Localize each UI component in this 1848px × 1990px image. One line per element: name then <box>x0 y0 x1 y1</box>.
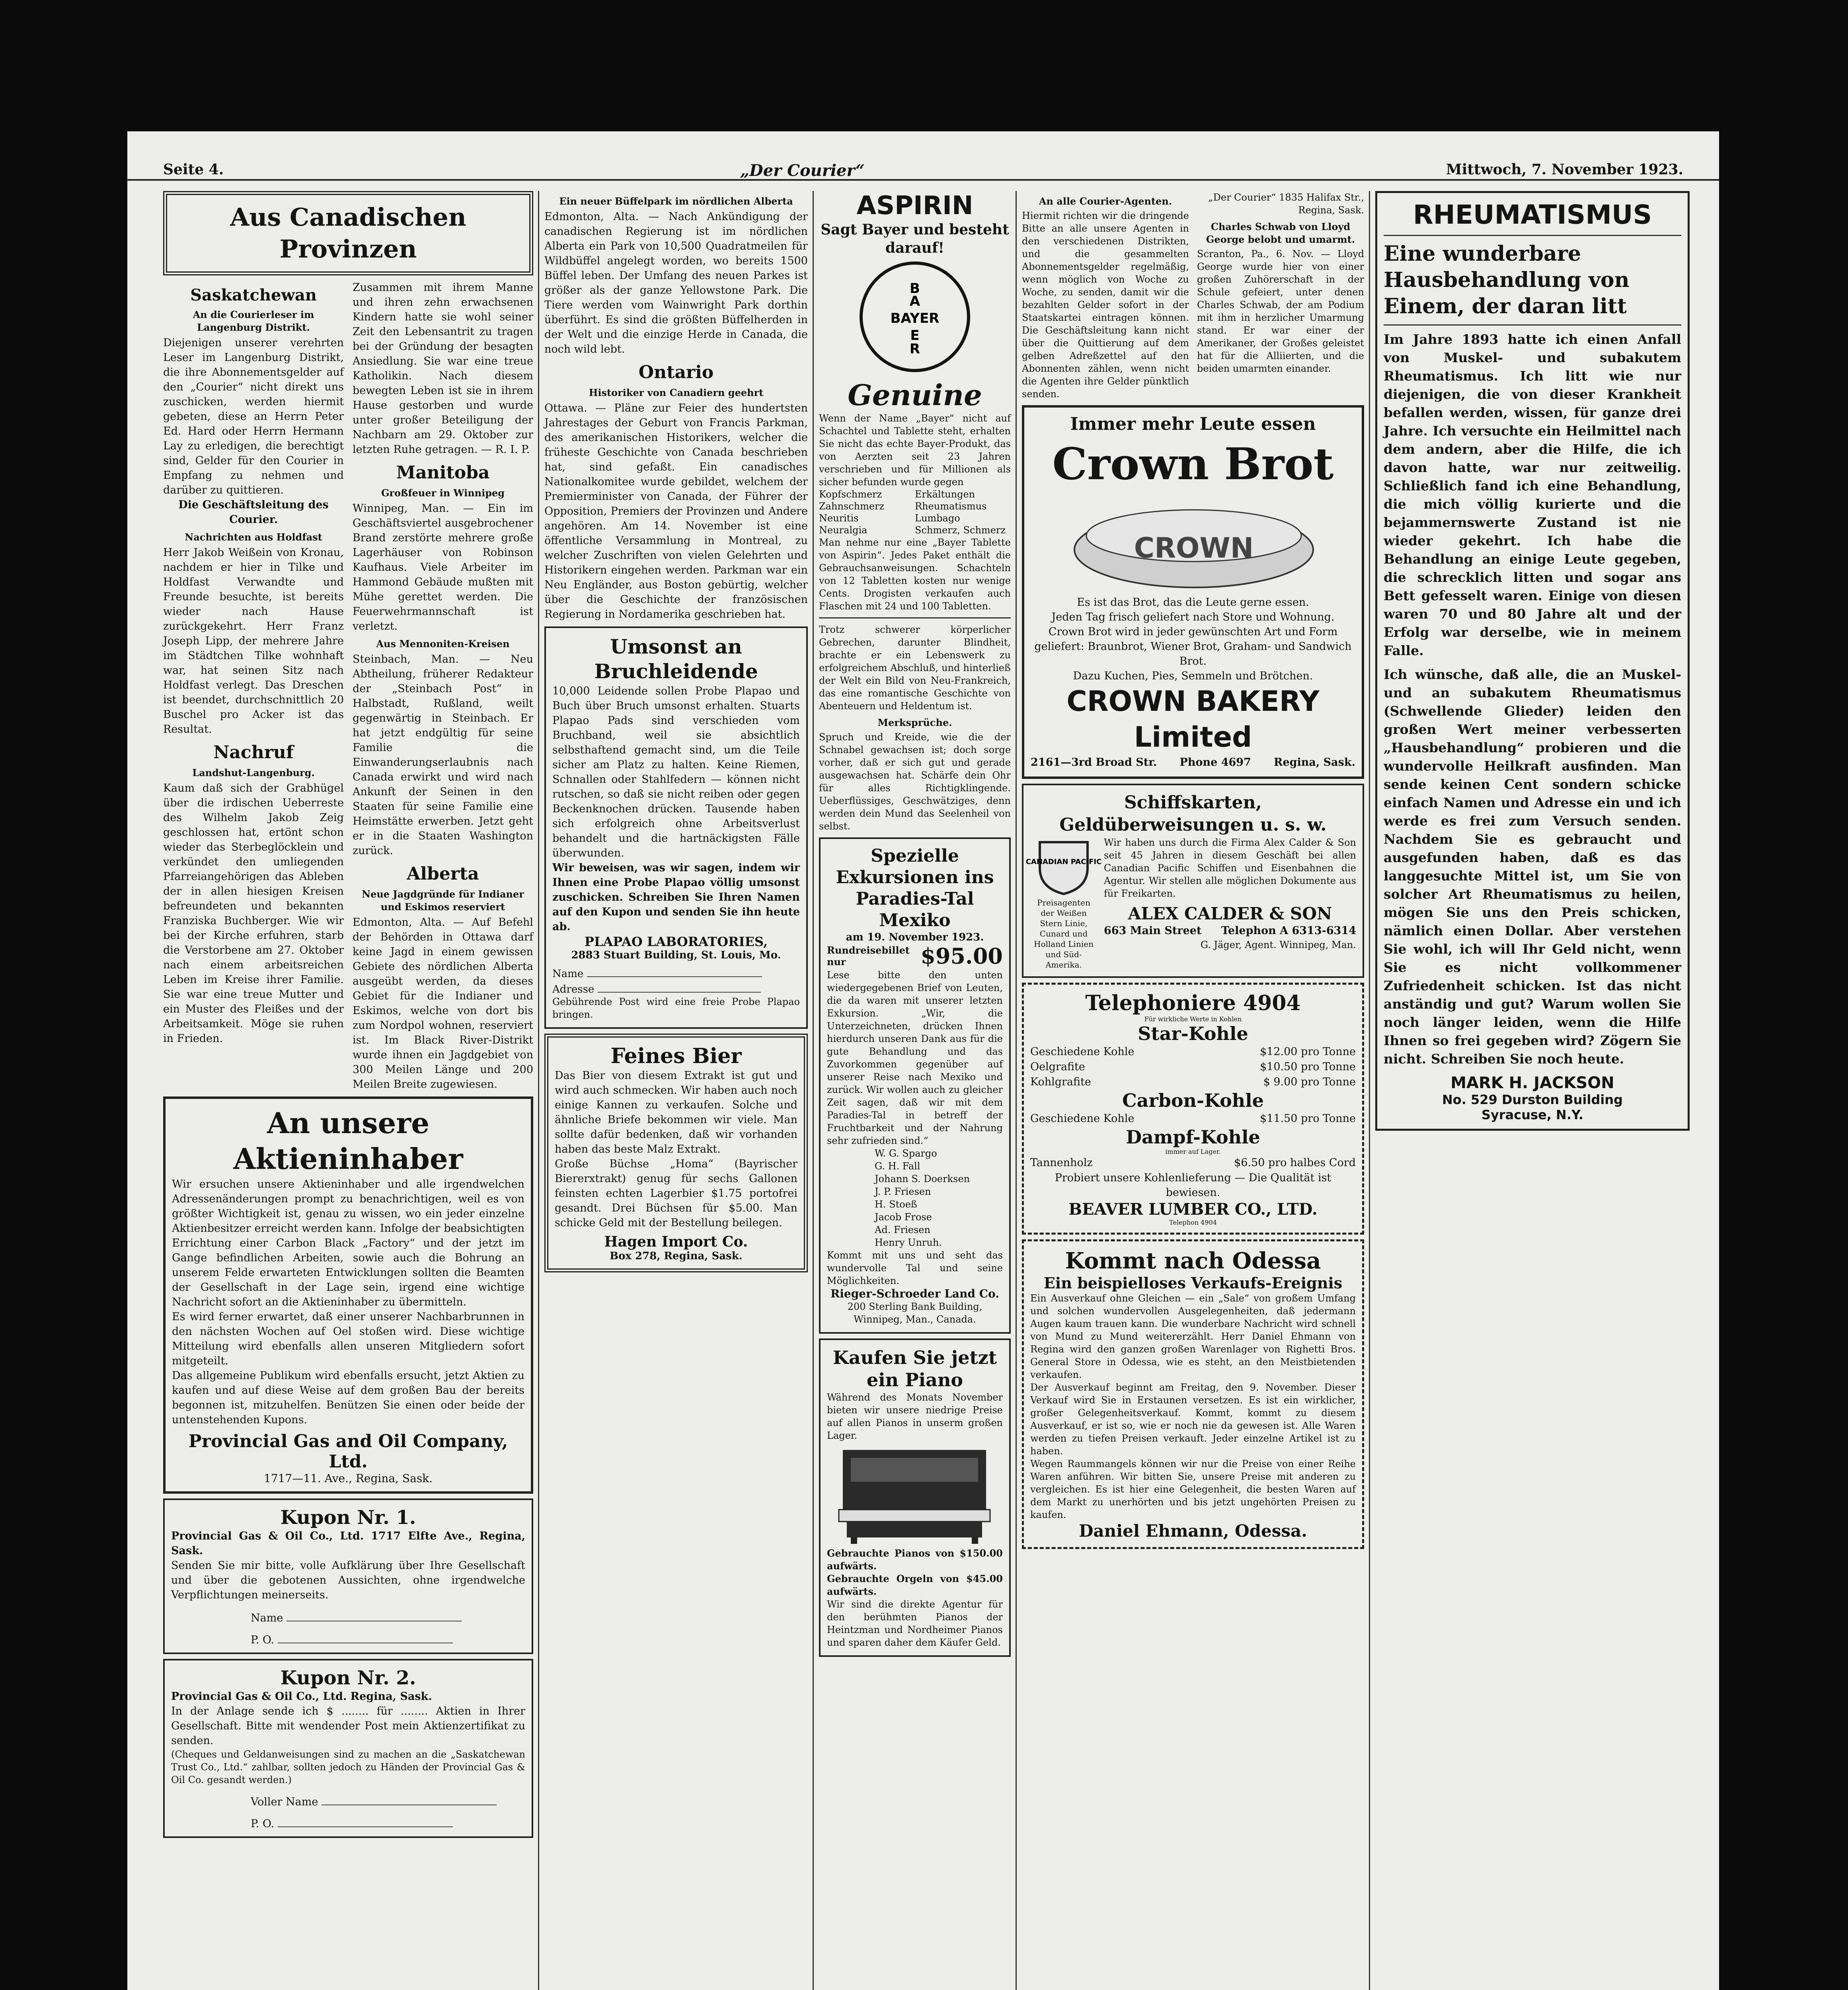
coupon-1 <box>163 1498 533 1654</box>
field-label: Name <box>552 968 584 980</box>
svg-text:B: B <box>910 281 920 297</box>
subheading: Charles Schwab von Lloyd George belobt und umarmt. <box>1206 221 1355 245</box>
ad-piano <box>819 1338 1011 1657</box>
signature: Ad. Friesen <box>875 1224 930 1235</box>
article-text: Scranton, Pa., 6. Nov. — Lloyd George wurde hier von einer großen Zuhörerschaft in der Schule gefeiert, unter denen Charles Schwab, der am Podium mit ihm in herzlicher Umarmung stand. Er war einer der Amerikaner, der Großes geleistet hat für die Alliierten, und die beiden umarmten einander. <box>1197 248 1364 374</box>
price-row <box>1030 1075 1356 1090</box>
ad-text: immer auf Lager. <box>1165 1148 1221 1155</box>
heading-manitoba: Manitoba <box>396 462 490 483</box>
use-item: Zahnschmerz <box>819 501 885 512</box>
svg-text:A: A <box>909 293 920 309</box>
column-4 <box>1022 191 1364 1990</box>
price-label: Rundreisebillet nur <box>827 944 910 968</box>
price-row <box>1030 1155 1356 1171</box>
ad-title: Crown Brot <box>1052 438 1334 490</box>
advertiser-city: Syracuse, N.Y. <box>1481 1107 1584 1122</box>
advertiser-name: MARK H. JACKSON <box>1450 1074 1614 1092</box>
field-label: P. O. <box>251 1818 274 1830</box>
item-price: $10.50 pro Tonne <box>1259 1061 1356 1073</box>
ad-title: Umsonst an Bruchleidende <box>594 635 758 683</box>
heading-ontario: Ontario <box>638 362 714 382</box>
use-item: Rheumatismus <box>915 501 987 512</box>
agents-notice <box>1022 191 1189 400</box>
company-name: CROWN BAKERY Limited <box>1066 685 1320 753</box>
article-text: Ottawa. — Pläne zur Feier des hundertsten Jahrestages der Geburt von Francis Parkman, des amerikanischen Historikers, welcher die früheste Geschichte von Canada beschrieben hat, sind gefaßt. Ein canadisches Nationalkomitee wurde gebildet, welchem der Premierminister von Canada, der Führer der Opposition, Premiers der Provinzen und Andere angehören. Am 14. November ist eine öffentliche Versammlung in Montreal, zu welcher Zuschriften von vielen Gelehrten und Historikern eingehen werden. Parkman war ein Neu Engländer, aus Boston gebürtig, welcher über die Geschichte der französischen Regierung in Nordamerika geschrieben hat. <box>544 402 808 620</box>
ad-aktieninhaber <box>163 1096 533 1494</box>
article-text: Steinbach, Man. — Neu Abtheilung, früherer Redakteur der „Steinbach Post“ in Halbstadt, Rußland, weilt gegenwärtig in Steinbach. Er hat jetzt endgültig für seine Familie die Einwanderungserlaubnis nach Canada erwirkt und wird nach Ankunft der Seinen in den Staaten für seine Familie eine Heimstätte erwerben. Jetzt geht er in die Staaten Washington zurück. <box>353 653 533 857</box>
signature: G. H. Fall <box>875 1161 920 1172</box>
genuine-script: Genuine <box>848 378 982 412</box>
ad-text: Ich wünsche, daß alle, die an Muskel- und an subakutem Rheumatismus (Schwellende Glieder) leiden den großen Wert meiner verbesserten „Hausbehandlung“ probieren und die wundervolle Heilkraft ausfinden. Man sende keinen Cent sondern schicke einfach Namen und Adresse ein und ich werde es frei zum Versuch senden. Nachdem Sie es gebraucht und ausgefunden haben, daß es das langgesuchte Mittel ist, um Sie von solcher Art Rheumatismus zu heilen, mögen Sie uns den Preis schicken, nämlich einen Dollar. Aber verstehen Sie wohl, ich will Ihr Geld nicht, wenn Sie es nicht vollkommener Zufriedenheit schicken. Ist das nicht anständig und gut? Warum wollen Sie noch länger leiden, wenn die Hilfe Ihnen so frei gegeben wird? Zögern Sie nicht. Schreiben Sie noch heute. <box>1384 667 1681 1067</box>
column-rule <box>1016 191 1017 1990</box>
divider <box>1384 324 1681 326</box>
item-label: Geschiedene Kohle <box>1030 1112 1135 1125</box>
coupon-po-row <box>171 1814 525 1830</box>
ad-text: Während des Monats November bieten wir unsere niedrige Preise auf allen Pianos in unserm großen Lager. <box>827 1392 1003 1441</box>
item-label: Tannenholz <box>1030 1157 1093 1169</box>
signature: Henry Unruh. <box>875 1237 942 1248</box>
company-address: 2161—3rd Broad Str. <box>1031 756 1157 769</box>
heading-saskatchewan: Saskatchewan <box>190 286 317 304</box>
ad-title: ASPIRIN <box>856 191 973 220</box>
schiff-right <box>1104 836 1356 970</box>
ad-text: Probiert unsere Kohlenlieferung — Die Qualität ist bewiesen. <box>1055 1172 1331 1199</box>
coupon-name-field[interactable] <box>322 1793 497 1805</box>
page-header <box>127 131 1719 181</box>
price-row <box>1030 1059 1356 1075</box>
coupon-po-field[interactable] <box>278 1814 453 1827</box>
signature: H. Stoeß <box>875 1199 917 1210</box>
coal-type-heading: Carbon-Kohle <box>1122 1090 1264 1111</box>
coupon-po-row <box>171 1631 525 1646</box>
coupon-title: Kupon Nr. 2. <box>280 1667 416 1689</box>
ad-text: Der Ausverkauf beginnt am Freitag, den 9. November. Dieser Verkauf wird Sie in Erstaunen versetzen. Es ist ein wirklicher, großer Gelegenheitsverkauf. Kommt, kommt zu diesem Ausverkauf, er ist so, wie er noch nie da gewesen ist. Alle Waren werden zu tiefen Preisen verkauft. Jeder einzelne Artikel ist zu haben. <box>1030 1382 1356 1457</box>
agent-name: G. Jäger, Agent. Winnipeg, Man. <box>1200 939 1356 950</box>
subheading: Landshut-Langenburg. <box>192 767 315 778</box>
coupon-name-row <box>171 1609 525 1624</box>
subheading: An alle Courier-Agenten. <box>1039 195 1172 207</box>
coal-type-heading: Star-Kohle <box>1138 1023 1248 1044</box>
ad-text: Crown Brot wird in jeder gewünschten Art und Form geliefert: Braunbrot, Wiener Brot, Graham- und Sandwich Brot. <box>1034 626 1352 667</box>
coupon-note: Gebührende Post wird eine freie Probe Plapao bringen. <box>552 996 800 1020</box>
company-name: Hagen Import Co. <box>604 1233 748 1250</box>
ad-text: Das Bier von diesem Extrakt ist gut und wird auch schmecken. Wir haben auch noch einige Kannen zu verkaufen. Solche und ähnliche Briefe bekommen wir viele. Man sollte dafür bedenken, daß wir vorhanden haben das beste Malz Extrakt. <box>555 1069 797 1155</box>
ad-bruchleidende <box>544 626 808 1029</box>
ad-subtitle: Für wirkliche Werte in Kohlen <box>1144 1015 1242 1023</box>
ad-odessa <box>1022 1239 1364 1549</box>
ad-text: Man nehme nur eine „Bayer Tablette von Aspirin“. Jedes Paket enthält die Gebrauchsanweisungen. Schachteln von 12 Tabletten kosten nur wenige Cents. Drogisten verkaufen auch Flaschen mit 24 und 100 Tabletten. <box>819 537 1011 612</box>
company-address: Box 278, Regina, Sask. <box>610 1250 743 1262</box>
item-label: Oelgrafite <box>1030 1061 1085 1073</box>
company-address: 663 Main Street <box>1104 925 1202 937</box>
use-item: Erkältungen <box>915 489 975 500</box>
company-address: 2883 Stuart Building, St. Louis, Mo. <box>571 949 781 961</box>
ad-title: Spezielle Exkursionen ins Paradies-Tal Mexiko <box>836 846 994 931</box>
column-1b <box>353 280 533 1092</box>
column-rule <box>813 191 814 1990</box>
heading-alberta: Alberta <box>407 864 479 884</box>
subheading: Nachrichten aus Holdfast <box>185 531 322 543</box>
column-rule <box>538 191 539 1990</box>
ad-text: 10,000 Leidende sollen Probe Plapao und Buch über Bruch umsonst erhalten. Stuarts Plapao Pads sind verschieden vom Bruchband, weil sie absichtlich selbsthaftend gemacht sind, um die Teile sicher am Platz zu halten. Keine Riemen, Schnallen oder Stahlfedern — können nicht rutschen, so daß sie nicht reiben oder gegen Beckenknochen drücken. Tausende haben sich erfolgreich ohne Arbeitsverlust behandelt und die hartnäckigsten Fälle überwunden. <box>552 685 800 859</box>
article-text: Diejenigen unserer verehrten Leser im Langenburg Distrikt, die ihre Abonnementsgelder auf den „Courier“ nicht direkt uns zuschicken, werden hiermit gebeten, diese an Herrn Peter Ed. Hard oder Herrn Hermann Lay zu erledigen, die berechtigt sind, Gelder für den Courier in Empfang zu nehmen und darüber zu quittieren. <box>163 337 344 496</box>
ad-feines-bier <box>544 1034 808 1272</box>
paper-title: „Der Courier“ <box>740 161 865 180</box>
subheading: Aus Mennoniten-Kreisen <box>376 638 510 650</box>
subheading: An die Courierleser im Langenburg Distrikt. <box>193 309 314 333</box>
company-phone: Telephon A 6313-6314 <box>1221 925 1356 937</box>
column-2 <box>544 191 808 1990</box>
ad-signature: Daniel Ehmann, Odessa. <box>1079 1521 1307 1541</box>
ad-text: Wir haben uns durch die Firma Alex Calder & Son seit 45 Jahren in diesem Geschäft bei allen Canadian Pacific Schiffen und Eisenbahnen die Agentur. Wir stellen alle möglichen Dokumente aus für Freikarten. <box>1104 837 1356 899</box>
subheading: Ein neuer Büffelpark im nördlichen Alberta <box>559 195 793 207</box>
item-label: Geschiedene Kohle <box>1030 1046 1135 1058</box>
article-text: Edmonton, Alta. — Nach Ankündigung der canadischen Regierung ist im nördlichen Alberta ein Park von 10,500 Quadratmeilen für Wildbüffel angelegt worden, wo bereits 1500 Büffel leben. Der Umfang des neuen Parkes ist größer als der ganze Yellowstone Park. Die Tiere werden vom Wainwright Park dorthin überführt. Es sind die größten Büffelherden in der Welt und die einzige Herde in Canada, die noch wild lebt. <box>544 211 808 355</box>
ad-subtitle: Sagt Bayer und besteht darauf! <box>821 221 1009 256</box>
article-text: Winnipeg, Man. — Ein im Geschäftsviertel ausgebrochener Brand zerstörte mehrere große Lagerhäuser von Robinson Kaufhaus. Viele Arbeiter im Hammond Gebäude mußten mit Mühe gerettet werden. Die Feuerwehrmannschaft ist verletzt. <box>353 502 533 632</box>
ad-text: Wenn der Name „Bayer“ nicht auf Schachtel und Tablette steht, erhalten Sie nicht das echte Bayer-Produkt, das von Aerzten seit 23 Jahren verschrieben und für Millionen als sicher befunden wurde gegen <box>819 413 1011 488</box>
schiff-body <box>1025 836 1356 970</box>
use-item: Lumbago <box>915 513 960 524</box>
divider <box>1384 235 1681 236</box>
ad-text: Lese bitte den unten wiedergegebenen Brief von Leuten, die da waren mit unserer letzten Exkursion. „Wir, die Unterzeichneten, drücken Ihnen hierdurch unseren Dank aus für die gute Behandlung und das Zuvorkommen gegenüber auf unserer Reise nach Mexiko und zurück. Wir wollen auch zu gleicher Zeit sagen, daß wir mit dem Paradies-Tal in betreff der Fruchtbarkeit und der Nahrung sehr zufrieden sind.“ <box>827 970 1003 1146</box>
ad-aspirin <box>819 191 1011 613</box>
company-phone: Phone 4697 <box>1179 756 1251 769</box>
company-name: Provincial Gas and Oil Company, Ltd. <box>188 1431 508 1472</box>
company-phone: Telephon 4904 <box>1169 1219 1217 1226</box>
ad-title: Feines Bier <box>610 1044 742 1068</box>
coupon-po-field[interactable] <box>278 1631 453 1643</box>
ad-rheumatismus <box>1375 191 1690 1131</box>
column-5 <box>1375 191 1690 1990</box>
schwab-article <box>1197 191 1364 400</box>
coupon-note: (Cheques und Geldanweisungen sind zu machen an die „Saskatchewan Trust Co., Ltd.“ zahlbar, sollten jedoch zu Händen der Provincial Gas & Oil Co. gesandt werden.) <box>171 1749 525 1785</box>
article-signature: Die Geschäftsleitung des Courier. <box>178 499 329 526</box>
price: $95.00 <box>920 943 1003 969</box>
article-text: Edmonton, Alta. — Auf Befehl der Behörden in Ottawa darf keine Jagd in einem gewissen Gebiete des nördlichen Alberta ausgeübt werden, da dieses Gebiet für die Indianer und Eskimos, welche von dort bis zum Nordpol wohnen, reserviert ist. Im Black River-Distrikt wurde ihnen ein Jagdgebiet von 300 Meilen Länge und 200 Meilen Breite zugewiesen. <box>353 916 533 1091</box>
address-field[interactable] <box>598 980 761 993</box>
item-label: Kohlgrafite <box>1030 1076 1091 1088</box>
ad-title: Schiffskarten, Geldüberweisungen u. s. w. <box>1059 792 1327 835</box>
ad-title: Kommt nach Odessa <box>1065 1248 1321 1274</box>
coupon-title: Kupon Nr. 1. <box>280 1506 416 1529</box>
heading-nachruf: Nachruf <box>213 742 294 763</box>
signature: Johann S. Doerksen <box>875 1173 970 1184</box>
signatures <box>827 1147 1003 1249</box>
signature: J. P. Friesen <box>875 1186 931 1197</box>
company-name: BEAVER LUMBER CO., LTD. <box>1068 1200 1318 1219</box>
ad-title: Kaufen Sie jetzt ein Piano <box>832 1347 997 1391</box>
ad-kohle <box>1022 983 1364 1235</box>
price-row <box>1030 1044 1356 1059</box>
price-row <box>1030 1111 1356 1126</box>
company-address: 1717—11. Ave., Regina, Sask. <box>263 1472 433 1485</box>
field-label: Adresse <box>552 983 595 995</box>
use-item: Neuritis <box>819 513 859 524</box>
use-item: Kopfschmerz <box>819 489 882 500</box>
coupon-2 <box>163 1659 533 1838</box>
bread-label: CROWN <box>1134 532 1254 564</box>
coupon-name-row <box>171 1793 525 1808</box>
coupon-name-row <box>552 964 800 980</box>
bayer-wordmark: BAYER <box>890 310 940 326</box>
newspaper-page <box>127 131 1719 1990</box>
ad-schiffskarten <box>1022 784 1364 978</box>
ad-text: Gebrauchte Orgeln von $45.00 aufwärts. <box>827 1573 1003 1597</box>
item-price: $ 9.00 pro Tonne <box>1263 1076 1356 1088</box>
company-address: 200 Sterling Bank Building, Winnipeg, Man., Canada. <box>847 1301 982 1325</box>
aspirin-uses <box>819 488 1011 536</box>
article-text: Herr Jakob Weißein von Kronau, nachdem er hier in Tilke und Holdfast Verwandte und Freunde besuchte, ist bereits wieder nach Hause zurückgekehrt. Herr Franz Joseph Lipp, der mehrere Jahre im Städtchen Tilke wohnhaft war, hat seinen Sitz nach Holdfast verlegt. Das Dreschen ist beendet, durchschnittlich 20 Buschel pro Acker ist das Resultat. <box>163 546 344 736</box>
ad-text: Es wird ferner erwartet, daß einer unserer Nachbarbrunnen in den nächsten Wochen auf Oel stoßen wird. Diese wichtige Mitteilung wird ebenfalls allen unseren Mitgliedern sofort mitgeteilt. <box>172 1311 524 1367</box>
column-rule <box>1369 191 1370 1990</box>
bayer-cross-logo <box>855 257 975 377</box>
company-city: Regina, Sask. <box>1274 756 1355 769</box>
ad-text: Im Jahre 1893 hatte ich einen Anfall von Muskel- und subakutem Rheumatismus. Ich litt wie nur diejenigen, die von dieser Krankheit befallen werden, wissen, für ganze drei Jahre. Ich versuchte ein Heilmittel nach dem andern, aber die Hilfe, die ich davon hatte, war nur zeitweilig. Schließlich fand ich eine Behandlung, die mich völlig kurierte und die bejammernswerte Zustand ist nie wieder gekehrt. Ich habe die Behandlung an einige Leute gegeben, die schrecklich litten und sogar ans Bett gefesselt waren. Einige von diesen waren 70 und 80 Jahre alt und der Erfolg war derselbe, wie in meinem Falle. <box>1384 332 1681 658</box>
ad-subtitle: Ein beispielloses Verkaufs-Ereignis <box>1043 1274 1343 1292</box>
use-item: Neuralgia <box>819 525 867 536</box>
price-row <box>827 943 1003 969</box>
signature: Jacob Frose <box>875 1212 932 1223</box>
field-label: P. O. <box>251 1634 274 1646</box>
company-contact <box>1104 923 1356 938</box>
schiff-left <box>1025 836 1102 970</box>
article-text: Trotz schwerer körperlicher Gebrechen, darunter Blindheit, brachte er ein Lebenswerk zu erfolgreichem Abschluß, und hinterließ der Welt ein Bild von Neu-Frankreich, das eine romantische Geschichte von Abenteuern und Heldentum ist. <box>819 624 1011 712</box>
column-1 <box>163 191 533 1990</box>
article-text: Zusammen mit ihrem Manne und ihren zehn erwachsenen Kindern hatte sie wohl seiner Zeit den Lebensantrit zu tragen bei der Gründung der besagten Ansiedlung. Sie war eine treue Katholikin. Nach diesem bewegten Leben ist sie in ihrem Hause gestorben und wurde unter großer Beteiligung der Nachbarn am 29. Oktober zur letzten Ruhe getragen. — R. I. P. <box>353 281 533 456</box>
bread-loaf-illustration <box>1031 494 1357 593</box>
ad-text: Ein Ausverkauf ohne Gleichen — ein „Sale“ von großem Umfang und solchen wundervollen Ausgelegenheiten, daß jedermann Augen kaum trauen kann. Die wunderbare Nachricht wird schnell von Mund zu Mund weitererzählt. Herr Daniel Ehmann von Regina wird den ganzen großen Warenlager von Righetti Bros. General Store in Odessa, wie es steht, an den Meistbietenden verkaufen. <box>1030 1293 1356 1380</box>
ad-text: Das allgemeine Publikum wird ebenfalls ersucht, jetzt Aktien zu kaufen und auf diese Weise auf dem großen Bau der bereits begonnen ist, mitzuhelfen. Benützen Sie einen oder beide der untenstehenden Kupons. <box>172 1370 524 1426</box>
agency-text: Preisagenten der Weißen Stern Linie, Cunard und Holland Linien und Süd-Amerika. <box>1034 898 1094 970</box>
ad-text: Wir ersuchen unsere Aktieninhaber und alle irgendwelchen Adressenänderungen prompt zu benachrichtigen, weil es von größter Wichtigkeit ist, genau zu wissen, wo ein jeder einzelne Aktienbesitzer erreicht werden kann. Infolge der beabsichtigten Errichtung einer Carbon Black „Factory“ und der jetzt im Gange befindlichen Arbeiten, sowie auch die Bohrung an unserem Felde erwarteten Entwicklungen sollten die Beamten der Gesellschaft in der Lage sein, irgend eine wichtige Nachricht sofort an die Aktieninhaber zu übermitteln. <box>172 1178 524 1308</box>
page-number: Seite 4. <box>163 161 224 178</box>
article-text: Kaum daß sich der Grabhügel über die irdischen Ueberreste des Wilhelm Jakob Zeig geschlossen hat, ertönt schon wieder das Sterbeglöcklein und verkündet den umliegenden Pfarreiangehörigen das Ableben der in allen hiesigen Kreisen befreundeten und bekannten Franziska Buchberger. Wie wir bei der Kirche erfuhren, starb die Verstorbene am 27. Oktober nach einem arbeitsreichen Leben im Kreise ihrer Familie. Sie war eine treue Mutter und ein Muster des Fleißes und der Arbeitsamkeit. Möge sie ruhen in Frieden. <box>163 782 344 1045</box>
column-4-top <box>1022 191 1364 400</box>
ad-crown-brot <box>1022 405 1364 779</box>
company-name: PLAPAO LABORATORIES, <box>584 934 768 949</box>
coal-type-heading: Dampf-Kohle <box>1126 1126 1260 1148</box>
piano-illustration <box>827 1442 1002 1545</box>
divider <box>819 617 1011 618</box>
svg-text:R: R <box>909 341 920 357</box>
ad-text: Jeden Tag frisch geliefert nach Store und Wohnung. <box>1051 611 1335 623</box>
ad-kicker: Immer mehr Leute essen <box>1070 414 1316 434</box>
ad-text: Wir beweisen, was wir sagen, indem wir Ihnen eine Probe Plapao völlig umsonst zuschicken. Schreiben Sie Ihren Namen auf den Kupon und senden Sie ihn heute ab. <box>552 862 800 933</box>
subheading: Großfeuer in Winnipeg <box>381 487 505 499</box>
subheading: Merksprüche. <box>877 717 952 728</box>
column-3 <box>819 191 1011 1990</box>
signature: W. G. Spargo <box>875 1148 937 1159</box>
company-contact <box>1031 755 1355 770</box>
coupon-text: Senden Sie mir bitte, volle Aufklärung über Ihre Gesellschaft und über die gebotenen Aussichten, ohne irgendwelche Verpflichtungen meinerseits. <box>171 1559 525 1601</box>
coupon-name-field[interactable] <box>287 1609 462 1621</box>
article-text: Hiermit richten wir die dringende Bitte an alle unsere Agenten in den verschiedenen Distrikten, und die gesammelten Abonnementsgelder regelmäßig, wenn möglich von Woche zu Woche, zu senden, damit wir die bezahlten Gelder sofort in der Staatskartei eintragen können. Die Geschäftsleitung kann nicht über die Quittierung auf dem gelben Adreßzettel auf den Abonnenten zählen, wenn nicht die Agenten ihre Gelder pünktlich senden. <box>1022 210 1189 400</box>
advertiser-address: No. 529 Durston Building <box>1442 1092 1623 1107</box>
coupon-text: In der Anlage sende ich $ ........ für ........ Aktien in Ihrer Gesellschaft. Bitte mit wendender Post mein Aktienzertifikat zu senden. <box>171 1705 525 1747</box>
ad-text: Wegen Raummangels können wir nur die Preise von einer Reihe Waren anführen. Wir bitten Sie, unsere Preise mit anderen zu vergleichen. Es ist hier eine Gelegenheit, die besten Waren auf dem Markt zu unerhörten und bis jetzt ungehörten Preisen zu kaufen. <box>1030 1458 1356 1520</box>
company-name: ALEX CALDER & SON <box>1128 904 1332 923</box>
issue-date: Mittwoch, 7. November 1923. <box>1446 161 1683 178</box>
shield-label: CANADIAN PACIFIC <box>1025 858 1102 866</box>
ad-title: An unsere Aktieninhaber <box>233 1106 463 1176</box>
section-masthead: Aus Canadischen Provinzen <box>230 203 466 263</box>
ad-title: RHEUMATISMUS <box>1413 199 1652 230</box>
ad-text: Dazu Kuchen, Pies, Semmeln und Brötchen. <box>1073 670 1313 682</box>
article-text: Spruch und Kreide, wie die der Schnabel gewachsen ist; doch sorge vorher, daß er sich gut und gerade ausgewachsen hat. Schärfe dein Ohr für alles Richtigklingende. Ueberflüssiges, Geschwätziges, denn werden dein Mund das Seelenheil von selbst. <box>819 732 1011 832</box>
ad-text: Gebrauchte Pianos von $150.00 aufwärts. <box>827 1547 1003 1572</box>
coupon-address-row <box>552 980 800 995</box>
ad-text: Kommt mit uns und seht das wundervolle Tal und seine Möglichkeiten. <box>827 1250 1003 1286</box>
field-label: Name <box>251 1612 283 1624</box>
column-1a <box>163 280 344 1092</box>
company-name: Rieger-Schroeder Land Co. <box>830 1287 999 1300</box>
item-price: $12.00 pro Tonne <box>1259 1046 1356 1058</box>
svg-text:E: E <box>910 328 920 343</box>
ad-text: Große Büchse „Homa“ (Bayrischer Biererxtrakt) genug für sechs Gallonen feinsten echten Lagerbier $1.75 portofrei gesandt. Drei Büchsen für $5.00. Man schicke Geld mit der Bestellung beilegen. <box>555 1158 797 1229</box>
coupon-recipient: Provincial Gas & Oil Co., Ltd. Regina, Sask. <box>171 1690 432 1703</box>
subheading: Neue Jagdgründe für Indianer und Eskimos reserviert <box>362 888 524 913</box>
ad-subtitle: Eine wunderbare Hausbehandlung von Einem, der daran litt <box>1384 242 1630 318</box>
article-signature: „Der Courier“ 1835 Halifax Str., Regina, Sask. <box>1208 192 1364 216</box>
canadian-pacific-shield-icon <box>1025 836 1102 896</box>
item-price: $11.50 pro Tonne <box>1259 1112 1356 1125</box>
use-item: Schmerz, Schmerz <box>915 525 1006 536</box>
subheading: Historiker von Canadiern geehrt <box>589 387 764 398</box>
name-field[interactable] <box>587 964 762 977</box>
field-label: Voller Name <box>251 1796 318 1808</box>
coupon-recipient: Provincial Gas & Oil Co., Ltd. 1717 Elfte Ave., Regina, Sask. <box>171 1530 525 1557</box>
ad-text: Wir sind die direkte Agentur für den berühmten Pianos der Heintzman und Nordheimer Pianos und sparen daher dem Käufer Geld. <box>827 1599 1003 1648</box>
ad-date: am 19. November 1923. <box>846 931 984 943</box>
masthead-box <box>163 191 533 275</box>
ad-exkursionen <box>819 837 1011 1334</box>
item-price: $6.50 pro halbes Cord <box>1234 1157 1356 1169</box>
ad-text: Es ist das Brot, das die Leute gerne essen. <box>1077 596 1309 609</box>
ad-title: Telephoniere 4904 <box>1085 991 1301 1015</box>
